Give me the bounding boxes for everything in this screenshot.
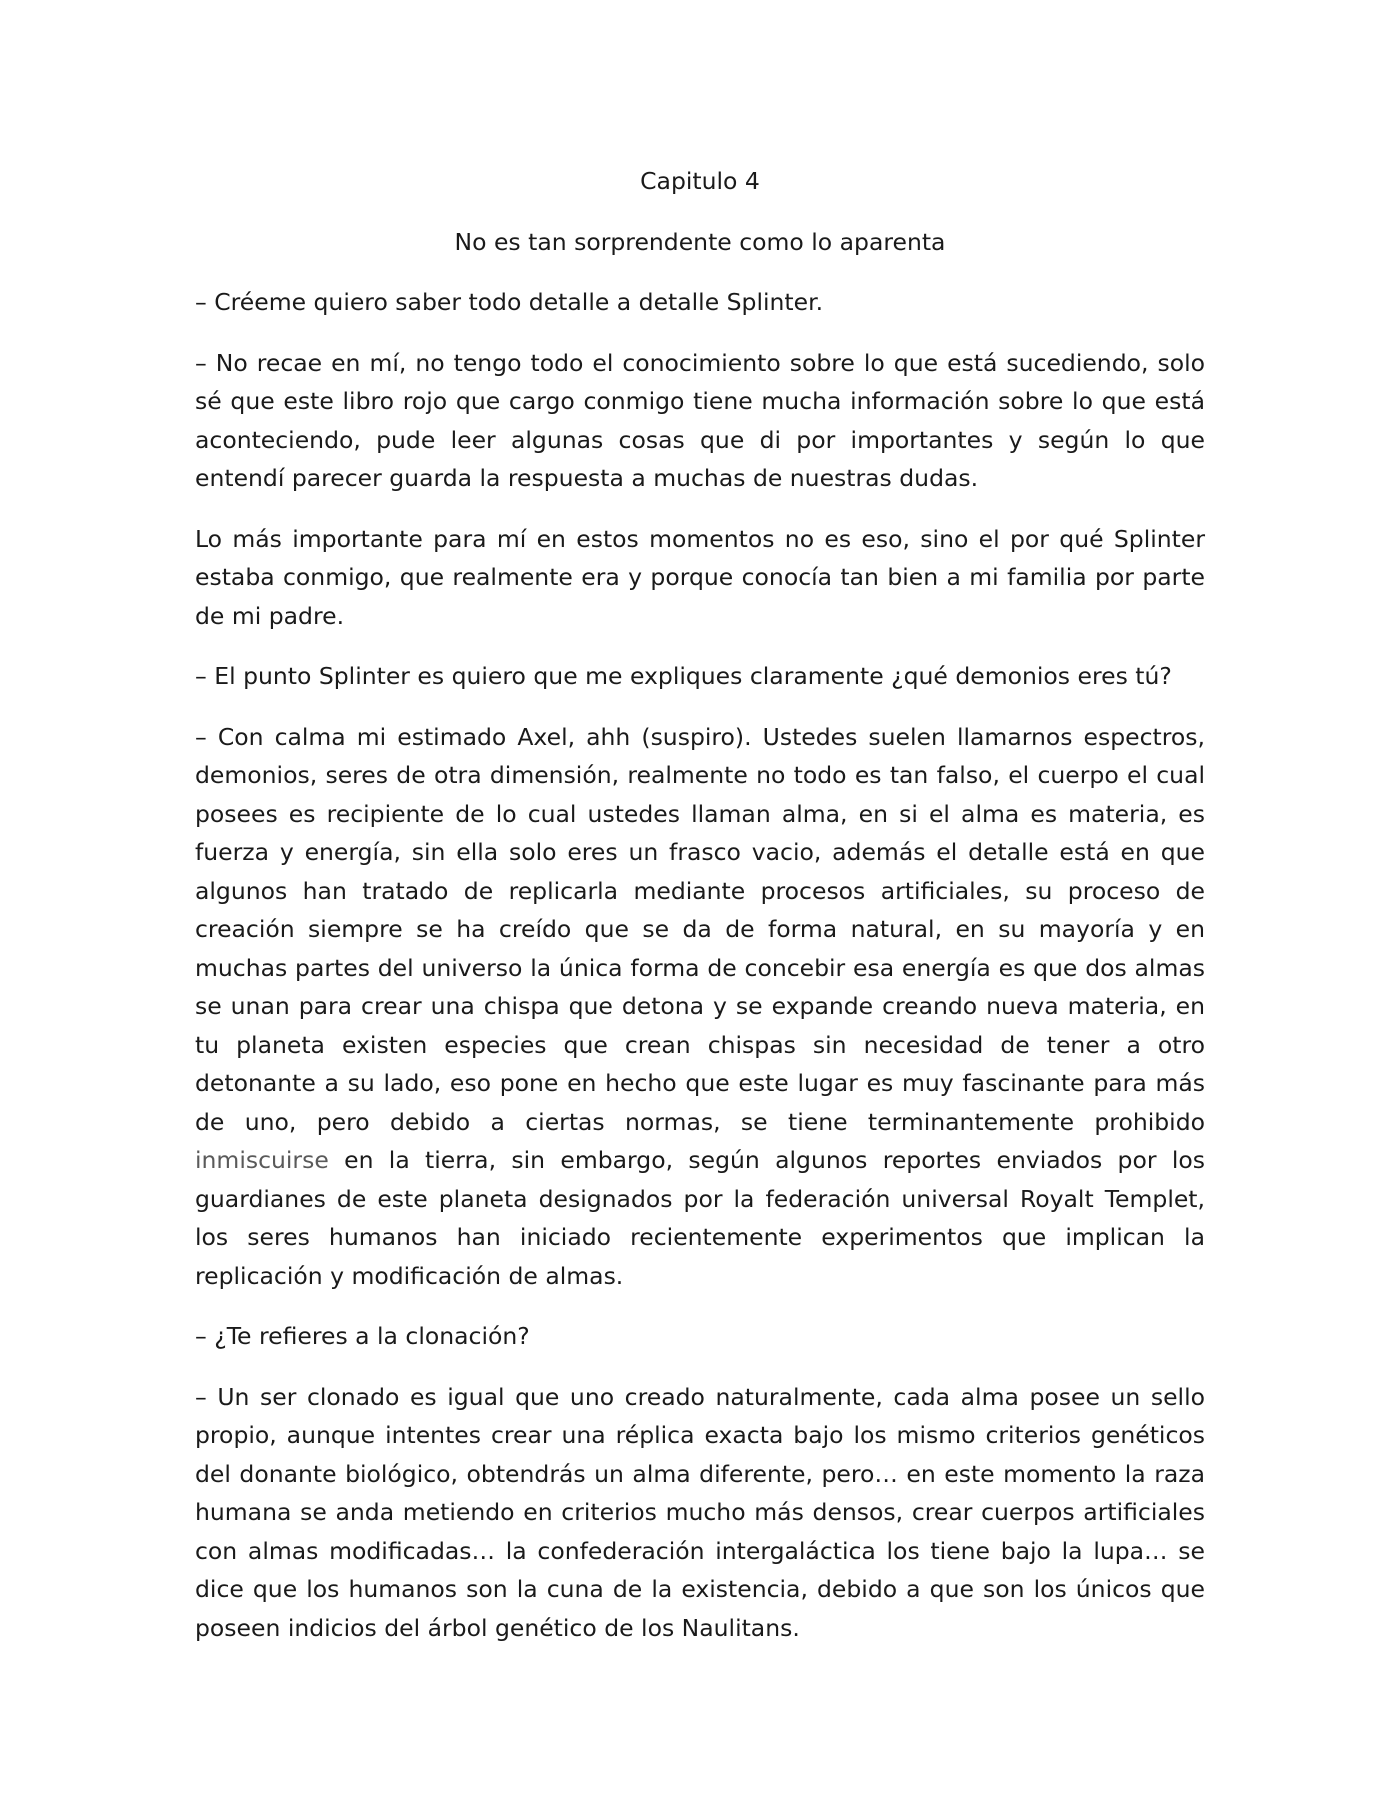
paragraph: – Un ser clonado es igual que uno creado naturalmente, cada alma posee un sello propio, aunque intentes crear una réplica exacta bajo los mismo criterios genéticos del donante biológico, obtendrás un alma diferente, pero… en este momento la raza humana se anda metiendo en criterios mucho más densos, crear cuerpos artificiales con almas modificadas… la confederación intergaláctica los tiene bajo la lupa… se dice que los humanos son la cuna de la existencia, debido a que son los únicos que poseen indicios del árbol genético de los Naulitans. (195, 1382, 1205, 1642)
paragraph: – No recae en mí, no tengo todo el conocimiento sobre lo que está sucediendo, solo sé que este libro rojo que cargo conmigo tiene mucha información sobre lo que está aconteciendo, pude leer algunas cosas que di por importantes y según lo que entendí parecer guarda la respuesta a muchas de nuestras dudas. (195, 348, 1205, 492)
highlighted-word: inmiscuirse (195, 1146, 329, 1174)
paragraph-text: en la tierra, sin embargo, según algunos reportes enviados por los guardianes de este planeta designados por la federación universal Royalt Templet, los seres humanos han iniciado recientemente experimentos que implican la replicación y modificación de almas. (195, 1146, 1205, 1290)
paragraph (195, 718, 1205, 1296)
chapter-number: Capitulo 4 (640, 167, 760, 195)
chapter-title: No es tan sorprendente como lo aparenta (454, 227, 946, 256)
paragraph: Lo más importante para mí en estos momentos no es eso, sino el por qué Splinter estaba conmigo, que realmente era y porque conocía tan bien a mi familia por parte de mi padre. (195, 524, 1205, 630)
document-page (195, 162, 1205, 1647)
paragraph: – Créeme quiero saber todo detalle a detalle Splinter. (195, 288, 824, 316)
paragraph-text: – Con calma mi estimado Axel, ahh (suspiro). Ustedes suelen llamarnos espectros, demonios, seres de otra dimensión, realmente no todo es tan falso, el cuerpo el cual posees es recipiente de lo cual ustedes llaman alma, en si el alma es materia, es fuerza y energía, sin ella solo eres un frasco vacio, además el detalle está en que algunos han tratado de replicarla mediante procesos artificiales, su proceso de creación siempre se ha creído que se da de forma natural, en su mayoría y en muchas partes del universo la única forma de concebir esa energía es que dos almas se unan para crear una chispa que detona y se expande creando nueva materia, en tu planeta existen especies que crean chispas sin necesidad de tener a otro detonante a su lado, eso pone en hecho que este lugar es muy fascinante para más de uno, pero debido a ciertas normas, se tiene terminantemente prohibido (195, 722, 1205, 1136)
paragraph: – ¿Te refieres a la clonación? (195, 1322, 530, 1350)
paragraph: – El punto Splinter es quiero que me expliques claramente ¿qué demonios eres tú? (195, 662, 1172, 690)
